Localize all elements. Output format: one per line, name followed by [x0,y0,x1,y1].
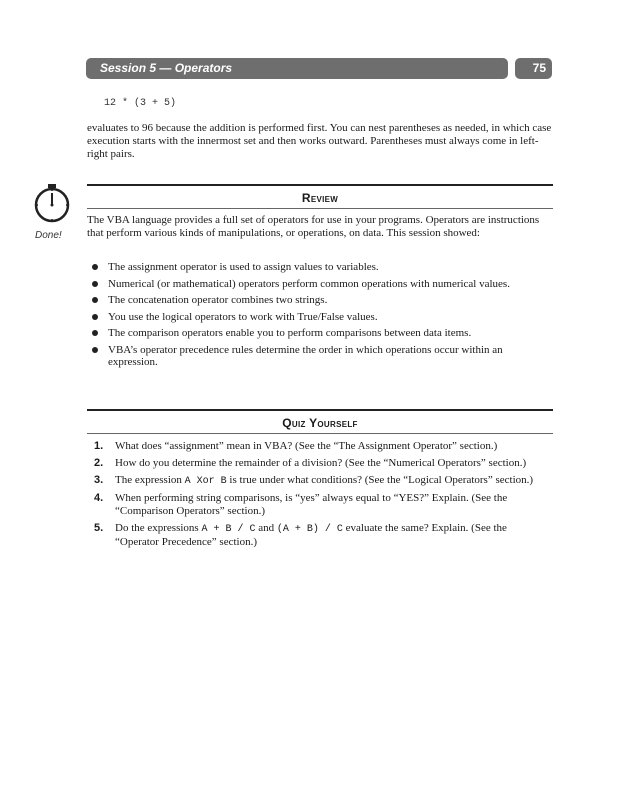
code-example: 12 * (3 + 5) [104,98,177,109]
review-top-rule [87,184,553,186]
stopwatch-icon [32,184,72,224]
list-item: The comparison operators enable you to perform comparisons between data items. [92,327,542,340]
quiz-question [92,474,542,488]
question-number: 1. [94,440,104,452]
done-label: Done! [35,230,62,241]
list-item: VBA’s operator precedence rules determine the order in which operations occur within an expression. [92,344,542,369]
header-title: Session 5 — Operators [100,61,233,75]
inline-code: A + B / C [201,524,256,535]
quiz-question [92,457,542,470]
list-item: The assignment operator is used to assign values to variables. [92,261,542,274]
bullet-icon [92,264,98,270]
running-header [86,58,508,79]
question-text: Do the expressions A + B / C and (A + B) / C evaluate the same? Explain. (See the “Operator Precedence” section.) [115,522,507,548]
bullet-icon [92,281,98,287]
bullet-icon [92,297,98,303]
question-text: When performing string comparisons, is “yes” always equal to “YES?” Explain. (See the “Comparison Operators” section.) [115,492,508,517]
intro-paragraph: evaluates to 96 because the addition is performed first. You can nest parentheses as needed, in which case execution starts with the innermost set and then works outward. Parentheses must always come in left-right pairs. [87,122,552,160]
review-bullet-list [92,261,542,373]
question-text: The expression A Xor B is true under what conditions? (See the “Logical Operators” section.) [115,474,534,487]
page-number-box [515,58,552,79]
review-bottom-rule [87,208,553,209]
quiz-heading: Quiz Yourself [282,416,358,430]
bullet-icon [92,314,98,320]
review-paragraph: The VBA language provides a full set of operators for use in your programs. Operators are instructions that perform various kinds of manipulations, or operations, on data. This session showed: [87,214,540,239]
quiz-question [92,522,542,549]
inline-code: (A + B) / C [276,524,343,535]
quiz-question [92,492,542,518]
bullet-icon [92,347,98,353]
question-number: 4. [94,492,104,504]
quiz-top-rule [87,409,553,411]
question-number: 5. [94,522,104,534]
quiz-bottom-rule [87,433,553,434]
question-number: 2. [94,457,104,469]
quiz-question-list [92,440,542,553]
bullet-icon [92,330,98,336]
question-text: How do you determine the remainder of a division? (See the “Numerical Operators” section.) [115,457,527,469]
list-item: The concatenation operator combines two strings. [92,294,542,307]
page-number: 75 [532,61,546,75]
list-item: Numerical (or mathematical) operators perform common operations with numerical values. [92,278,542,291]
inline-code: A Xor B [184,476,227,487]
question-text: What does “assignment” mean in VBA? (See the “The Assignment Operator” section.) [115,440,498,452]
question-number: 3. [94,474,104,486]
list-item: You use the logical operators to work with True/False values. [92,311,542,324]
review-heading: Review [301,191,339,205]
quiz-question [92,440,542,453]
